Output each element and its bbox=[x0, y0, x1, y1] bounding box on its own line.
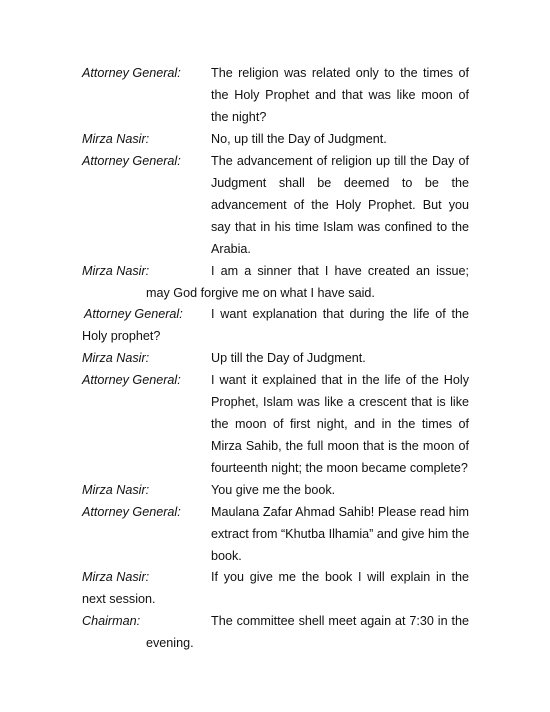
dialogue-continuation: next session. bbox=[82, 592, 156, 606]
dialogue-line: The religion was related only to the times of bbox=[211, 66, 469, 80]
dialogue-continuation: evening. bbox=[146, 636, 194, 650]
dialogue-line: say that in his time Islam was confined to the bbox=[211, 220, 469, 234]
speaker-label: Chairman: bbox=[82, 614, 141, 628]
dialogue-line: I am a sinner that I have created an issue; bbox=[211, 264, 469, 278]
dialogue-line: the Holy Prophet and that was like moon of bbox=[211, 88, 469, 102]
dialogue-line: I want explanation that during the life of the bbox=[211, 307, 469, 321]
dialogue-line: Up till the Day of Judgment. bbox=[211, 351, 366, 365]
speaker-label: Mirza Nasir: bbox=[82, 570, 150, 584]
speaker-label: Attorney General: bbox=[82, 66, 181, 80]
dialogue-line: Judgment shall be deemed to be the bbox=[211, 176, 469, 190]
speaker-label: Mirza Nasir: bbox=[82, 351, 150, 365]
dialogue-line: Arabia. bbox=[211, 242, 251, 256]
dialogue-line: I want it explained that in the life of the Holy bbox=[211, 373, 469, 387]
dialogue-line: Mirza Sahib, the full moon that is the moon of bbox=[211, 439, 469, 453]
dialogue-line: The committee shell meet again at 7:30 in the bbox=[211, 614, 469, 628]
dialogue-line: fourteenth night; the moon became complete? bbox=[211, 461, 468, 475]
dialogue-continuation: may God forgive me on what I have said. bbox=[146, 286, 375, 300]
dialogue-line: advancement of the Holy Prophet. But you bbox=[211, 198, 469, 212]
dialogue-line: You give me the book. bbox=[211, 483, 336, 497]
speaker-label: Mirza Nasir: bbox=[82, 483, 150, 497]
dialogue-line: extract from “Khutba Ilhamia” and give him the bbox=[211, 527, 470, 541]
dialogue-line: Prophet, Islam was like a crescent that is like bbox=[211, 395, 469, 409]
dialogue-line: Maulana Zafar Ahmad Sahib! Please read him bbox=[211, 505, 469, 519]
speaker-label: Attorney General: bbox=[84, 307, 183, 321]
dialogue-line: book. bbox=[211, 549, 242, 563]
dialogue-line: the night? bbox=[211, 110, 267, 124]
speaker-label: Attorney General: bbox=[82, 154, 181, 168]
dialogue-line: The advancement of religion up till the Day of bbox=[211, 154, 469, 168]
speaker-label: Attorney General: bbox=[82, 505, 181, 519]
dialogue-line: If you give me the book I will explain in the bbox=[211, 570, 469, 584]
dialogue-line: No, up till the Day of Judgment. bbox=[211, 132, 387, 146]
dialogue-line: the moon of first night, and in the times of bbox=[211, 417, 469, 431]
speaker-label: Mirza Nasir: bbox=[82, 264, 150, 278]
speaker-label: Attorney General: bbox=[82, 373, 181, 387]
dialogue-continuation: Holy prophet? bbox=[82, 329, 161, 343]
speaker-label: Mirza Nasir: bbox=[82, 132, 150, 146]
